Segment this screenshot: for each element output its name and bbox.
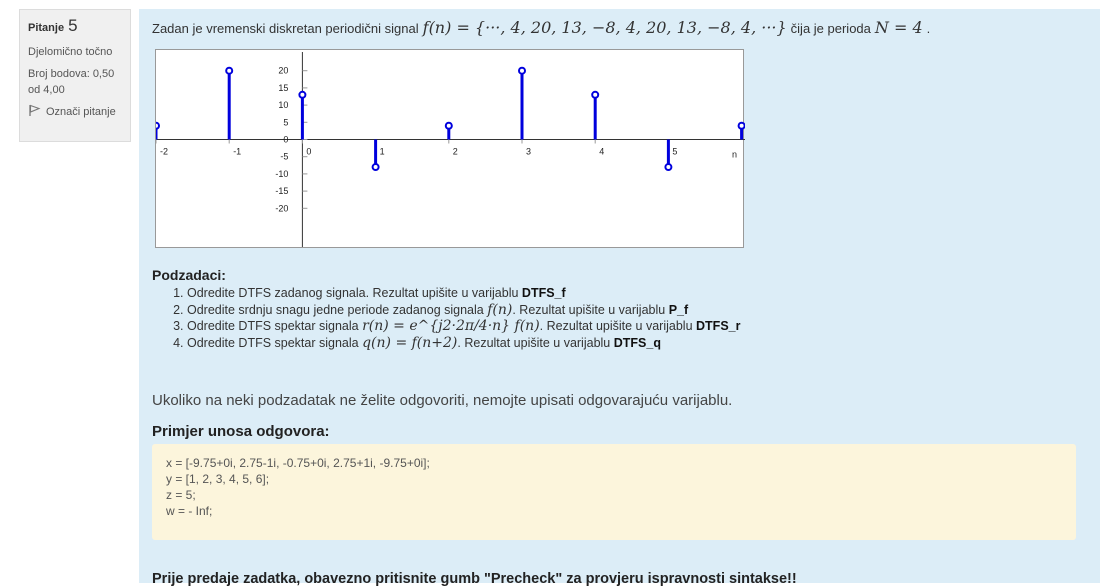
question-text	[152, 18, 930, 37]
example-line: w = - Inf;	[166, 504, 213, 518]
stem-marker	[739, 123, 745, 129]
x-tick-label: 1	[379, 146, 385, 157]
stem-marker	[446, 123, 452, 129]
question-number	[28, 16, 130, 36]
subtask-3-variable: DTFS_r	[696, 319, 741, 333]
stem-marker	[226, 68, 232, 74]
note-text: Ukoliko na neki podzadatak ne želite odgovoriti, nemojte upisati odgovarajuću varijablu.	[152, 392, 733, 409]
y-tick-label: -5	[280, 151, 289, 162]
example-line: x = [-9.75+0i, 2.75-1i, -0.75+0i, 2.75+1i, -9.75+0i];	[166, 456, 430, 470]
x-tick-label: 3	[526, 146, 532, 157]
subtask-4-rest: . Rezultat upišite u varijablu	[457, 335, 611, 350]
subtasks-heading: Podzadaci:	[152, 267, 226, 283]
grade-line-2: od 4,00	[28, 84, 65, 96]
subtask-2-text: Odredite srdnju snagu jedne periode zadanog signala	[187, 302, 484, 317]
signal-stem-plot	[155, 49, 744, 248]
subtask-3-text: Odredite DTFS spektar signala	[187, 319, 359, 333]
subtask-2-formula: f(n)	[487, 301, 513, 318]
subtask-4-variable: DTFS_q	[613, 335, 661, 350]
subtask-4-formula: q(n) = f(n+2)	[362, 334, 458, 351]
stem-marker	[299, 92, 305, 98]
period-formula: N = 4	[874, 18, 923, 37]
flag-icon	[28, 104, 41, 120]
period-text: čija je perioda	[790, 21, 871, 36]
subtask-1-text: Odredite DTFS zadanog signala. Rezultat upišite u varijablu	[187, 286, 519, 300]
y-tick-label: -10	[275, 168, 289, 179]
x-tick-label: 4	[599, 146, 605, 157]
question-intro: Zadan je vremenski diskretan periodični signal	[152, 21, 419, 36]
y-tick-label: 5	[283, 117, 289, 128]
subtask-3-formula: r(n) = e^{j2·2π/4·n} f(n)	[362, 318, 540, 334]
question-label: Pitanje	[28, 22, 65, 34]
question-content	[139, 9, 1100, 587]
x-axis-label: n	[732, 149, 738, 160]
stem-marker	[592, 92, 598, 98]
subtask-item-4	[187, 335, 740, 352]
example-box	[152, 444, 1076, 540]
signal-formula: f(n) = {···, 4, 20, 13, −8, 4, 20, 13, −8, 4, ···}	[422, 18, 787, 37]
flag-question-button[interactable]	[28, 104, 130, 120]
precheck-warning: Prije predaje zadatka, obavezno pritisnite gumb "Precheck" za provjeru ispravnosti sintakse!!	[152, 571, 797, 587]
x-tick-label: 2	[452, 146, 458, 157]
x-tick-label: -1	[233, 146, 242, 157]
y-tick-label: 15	[278, 82, 289, 93]
stem-marker	[156, 123, 159, 129]
x-tick-label: 5	[672, 146, 678, 157]
example-heading: Primjer unosa odgovora:	[152, 423, 330, 440]
y-tick-label: 20	[278, 65, 289, 76]
stem-marker	[373, 164, 379, 170]
flag-label: Označi pitanje	[46, 106, 116, 118]
subtask-2-rest: . Rezultat upišite u varijablu	[512, 302, 666, 317]
question-state: Djelomično točno	[28, 46, 113, 58]
stem-marker	[519, 68, 525, 74]
question-grade	[28, 66, 130, 98]
subtask-item-3	[187, 318, 740, 335]
subtask-list	[145, 285, 740, 351]
grade-line-1: Broj bodova: 0,50	[28, 68, 115, 80]
stem-marker	[665, 164, 671, 170]
x-tick-label: -2	[160, 146, 169, 157]
example-line: z = 5;	[166, 488, 196, 502]
stem-plot-svg	[156, 50, 745, 249]
subtask-item-1	[187, 285, 740, 302]
x-tick-label: 0	[306, 146, 312, 157]
example-line: y = [1, 2, 3, 4, 5, 6];	[166, 472, 270, 486]
y-tick-label: 0	[283, 134, 289, 145]
question-number-value: 5	[68, 16, 78, 35]
subtask-1-variable: DTFS_f	[521, 286, 566, 300]
y-tick-label: -20	[275, 203, 289, 214]
subtask-item-2	[187, 302, 740, 319]
y-tick-label: -15	[275, 186, 289, 197]
y-tick-label: 10	[278, 100, 289, 111]
subtask-4-text: Odredite DTFS spektar signala	[187, 335, 359, 350]
subtask-2-variable: P_f	[668, 302, 689, 317]
question-info-panel	[19, 9, 131, 142]
subtask-3-rest: . Rezultat upišite u varijablu	[539, 319, 693, 333]
period-end: .	[926, 21, 931, 36]
